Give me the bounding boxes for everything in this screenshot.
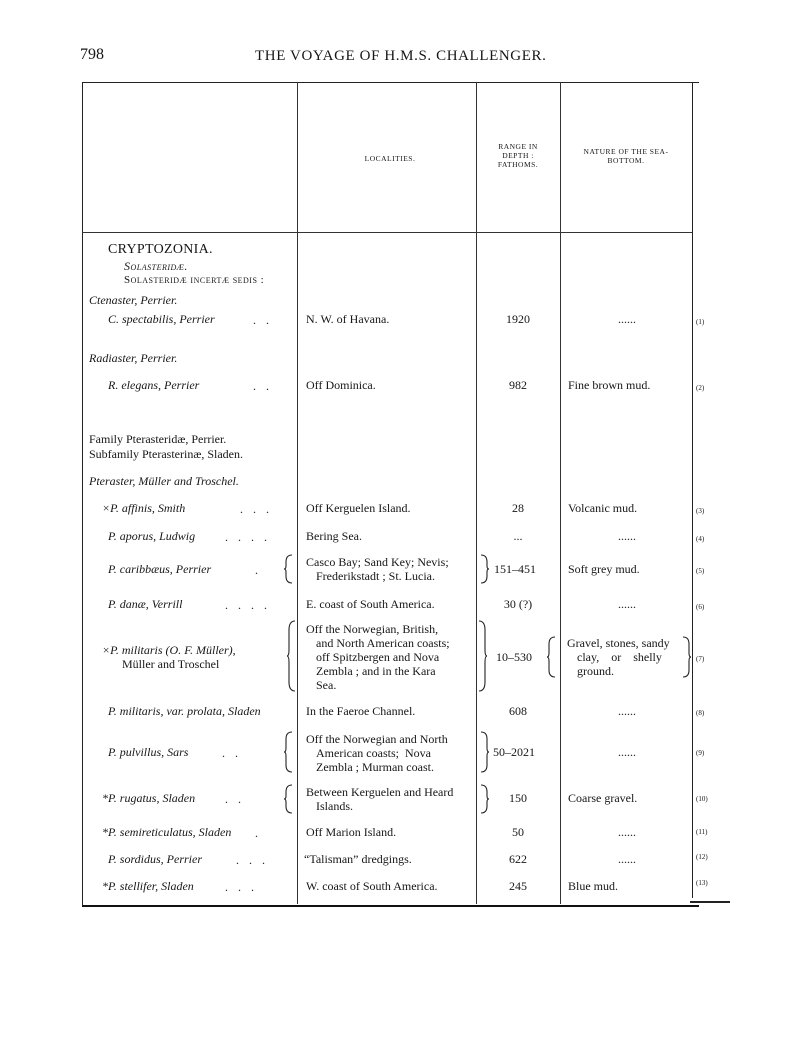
species-name-line: Müller and Troschel (122, 657, 220, 671)
column-divider-3 (560, 82, 561, 904)
species-name: ×P. affinis, Smith (102, 501, 186, 515)
sea-bottom-line: clay, or shelly (577, 650, 662, 664)
brace-left (286, 620, 296, 692)
depth-value: 28 (512, 501, 524, 515)
depth-value: 245 (509, 879, 527, 893)
column-divider-1 (297, 82, 298, 904)
header-rule (82, 232, 692, 233)
species-name: P. pulvillus, Sars (108, 745, 189, 759)
species-name-line (102, 643, 236, 657)
depth-value: ... (513, 529, 523, 543)
footnote-ref: (1) (696, 318, 705, 326)
table-frame (82, 82, 699, 907)
tail-rule (690, 901, 730, 903)
depth-value: 150 (509, 791, 527, 805)
footnote-ref: (11) (696, 828, 708, 836)
group-solasteridae: Solasteridæ. (124, 259, 188, 273)
locality: Off Marion Island. (306, 825, 397, 839)
species-name: P. militaris, var. prolata, Sladen (108, 704, 261, 718)
header-depth-line: FATHOMS. (497, 160, 539, 169)
sea-bottom: ...... (618, 529, 636, 543)
locality-line: Islands. (316, 799, 353, 813)
genus-ctenaster: Ctenaster, Perrier. (89, 293, 178, 307)
depth-value: 10–530 (496, 650, 532, 664)
species-name: *P. rugatus, Sladen (102, 791, 196, 805)
footnote-ref: (6) (696, 603, 705, 611)
locality-line: Casco Bay; Sand Key; Nevis; (306, 555, 449, 569)
footnote-ref: (8) (696, 709, 705, 717)
header-localities: LOCALITIES. (364, 154, 416, 163)
depth-value: 50–2021 (493, 745, 535, 759)
locality-line: Zembla ; Murman coast. (316, 760, 434, 774)
family-pterasteridae: Family Pterasteridæ, Perrier. (89, 432, 227, 446)
locality (306, 555, 449, 583)
locality-line: off Spitzbergen and Nova (316, 650, 440, 664)
sea-bottom: Fine brown mud. (568, 378, 651, 392)
locality: “Talisman” dredgings. (304, 852, 412, 866)
group-incertae-sedis: Solasteridæ incertæ sedis : (124, 274, 265, 286)
sea-bottom-line: Gravel, stones, sandy (567, 636, 670, 650)
brace-left (283, 554, 293, 584)
species-name: *P. stellifer, Sladen (102, 879, 194, 893)
brace-right (480, 554, 490, 584)
species-name: P. sordidus, Perrier (108, 852, 203, 866)
footnote-ref: (7) (696, 655, 705, 663)
locality-line: Between Kerguelen and Heard (306, 785, 454, 799)
footnote-ref: (5) (696, 567, 705, 575)
depth-value: 50 (512, 825, 524, 839)
locality: Off Kerguelen Island. (306, 501, 411, 515)
locality: N. W. of Havana. (306, 312, 390, 326)
sea-bottom (567, 636, 670, 678)
species-name-part: ×P. militaris (O. F. Müller), (102, 643, 236, 657)
column-divider-4 (692, 82, 693, 898)
sea-bottom: ...... (618, 704, 636, 718)
locality (306, 785, 453, 813)
depth-value: 1920 (506, 312, 530, 326)
locality: Bering Sea. (306, 529, 362, 543)
leader-dots: .. (225, 792, 251, 806)
header-depth-line: DEPTH : (502, 151, 534, 160)
species-name: R. elegans, Perrier (108, 378, 200, 392)
footnote-ref: (3) (696, 507, 705, 515)
sea-bottom: Coarse gravel. (568, 791, 638, 805)
depth-value: 622 (509, 852, 527, 866)
leader-dots: .. (253, 313, 279, 327)
header-depth-line: RANGE IN (498, 142, 538, 151)
species-name: *P. semireticulatus, Sladen (102, 825, 232, 839)
brace-right (480, 731, 490, 773)
footnote-ref: (12) (696, 853, 708, 861)
sea-bottom-line: ground. (577, 664, 614, 678)
locality-line: Zembla ; and in the Kara (316, 664, 436, 678)
leader-dots: .... (225, 598, 277, 612)
locality-line: and North American coasts; (316, 636, 450, 650)
locality-line: Off the Norwegian, British, (306, 622, 439, 636)
depth-value: 982 (509, 378, 527, 392)
leader-dots: .... (225, 530, 277, 544)
species-name: P. aporus, Ludwig (108, 529, 196, 543)
header-bottom-line: NATURE OF THE SEA- (583, 147, 669, 156)
header-bottom-line: BOTTOM. (607, 156, 645, 165)
leader-dots: .. (222, 746, 248, 760)
species-name: P. danæ, Verrill (108, 597, 183, 611)
locality: E. coast of South America. (306, 597, 435, 611)
sea-bottom: ...... (618, 745, 636, 759)
species-name: P. caribbæus, Perrier (108, 562, 212, 576)
sea-bottom: Soft grey mud. (568, 562, 640, 576)
brace-left (546, 636, 556, 678)
locality: W. coast of South America. (306, 879, 438, 893)
brace-left (283, 731, 293, 773)
genus-radiaster: Radiaster, Perrier. (89, 351, 178, 365)
locality (306, 622, 450, 692)
brace-right (682, 636, 692, 678)
locality-line: Frederikstadt ; St. Lucia. (316, 569, 435, 583)
group-cryptozonia: CRYPTOZONIA. (108, 242, 213, 257)
brace-left (283, 784, 293, 814)
footnote-ref: (4) (696, 535, 705, 543)
locality-line: American coasts; Nova (316, 746, 431, 760)
running-head: THE VOYAGE OF H.M.S. CHALLENGER. (255, 48, 547, 64)
genus-pteraster: Pteraster, Müller and Troschel. (89, 474, 239, 488)
sea-bottom: ...... (618, 597, 636, 611)
footnote-ref: (9) (696, 749, 705, 757)
depth-value: 30 (?) (503, 597, 533, 611)
header-depth (482, 142, 554, 169)
leader-dots: ... (236, 853, 275, 867)
leader-dots: ... (225, 880, 264, 894)
sea-bottom: Volcanic mud. (568, 501, 638, 515)
depth-value: 151–451 (494, 562, 536, 576)
brace-right (478, 620, 488, 692)
depth-value: 608 (509, 704, 527, 718)
sea-bottom: ...... (618, 825, 636, 839)
page-number: 798 (80, 46, 104, 63)
footnote-ref: (2) (696, 384, 705, 392)
locality: Off Dominica. (306, 378, 376, 392)
leader-dots: .. (253, 379, 279, 393)
sea-bottom: ...... (618, 312, 636, 326)
locality: In the Faeroe Channel. (306, 704, 416, 718)
subfamily-pterasterinae: Subfamily Pterasterinæ, Sladen. (89, 447, 243, 461)
locality-line: Sea. (316, 678, 337, 692)
footnote-ref: (10) (696, 795, 708, 803)
header-sea-bottom (566, 147, 686, 165)
footnote-ref: (13) (696, 879, 708, 887)
leader-dots: . (255, 563, 268, 577)
sea-bottom: Blue mud. (568, 879, 618, 893)
leader-dots: . (255, 826, 268, 840)
locality (306, 732, 448, 774)
locality-line: Off the Norwegian and North (306, 732, 448, 746)
leader-dots: ... (240, 502, 279, 516)
sea-bottom: ...... (618, 852, 636, 866)
column-divider-2 (476, 82, 477, 904)
species-name (102, 643, 236, 671)
species-name: C. spectabilis, Perrier (108, 312, 215, 326)
